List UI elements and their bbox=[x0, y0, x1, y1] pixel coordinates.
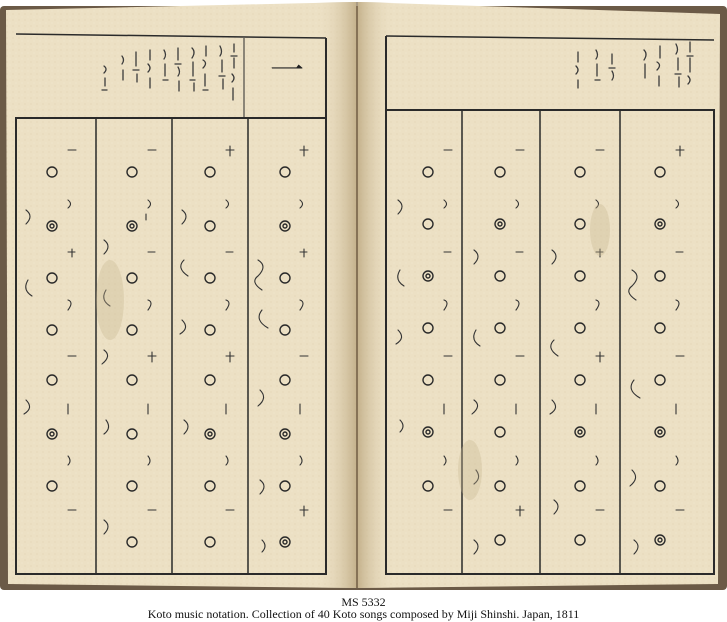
caption-id: MS 5332 bbox=[341, 595, 386, 609]
title-glyph: 一 bbox=[270, 51, 304, 91]
right-page bbox=[358, 2, 720, 588]
caption-description: Koto music notation. Collection of 40 Koto songs composed by Miji Shinshi. Japan, 1811 bbox=[147, 607, 580, 621]
